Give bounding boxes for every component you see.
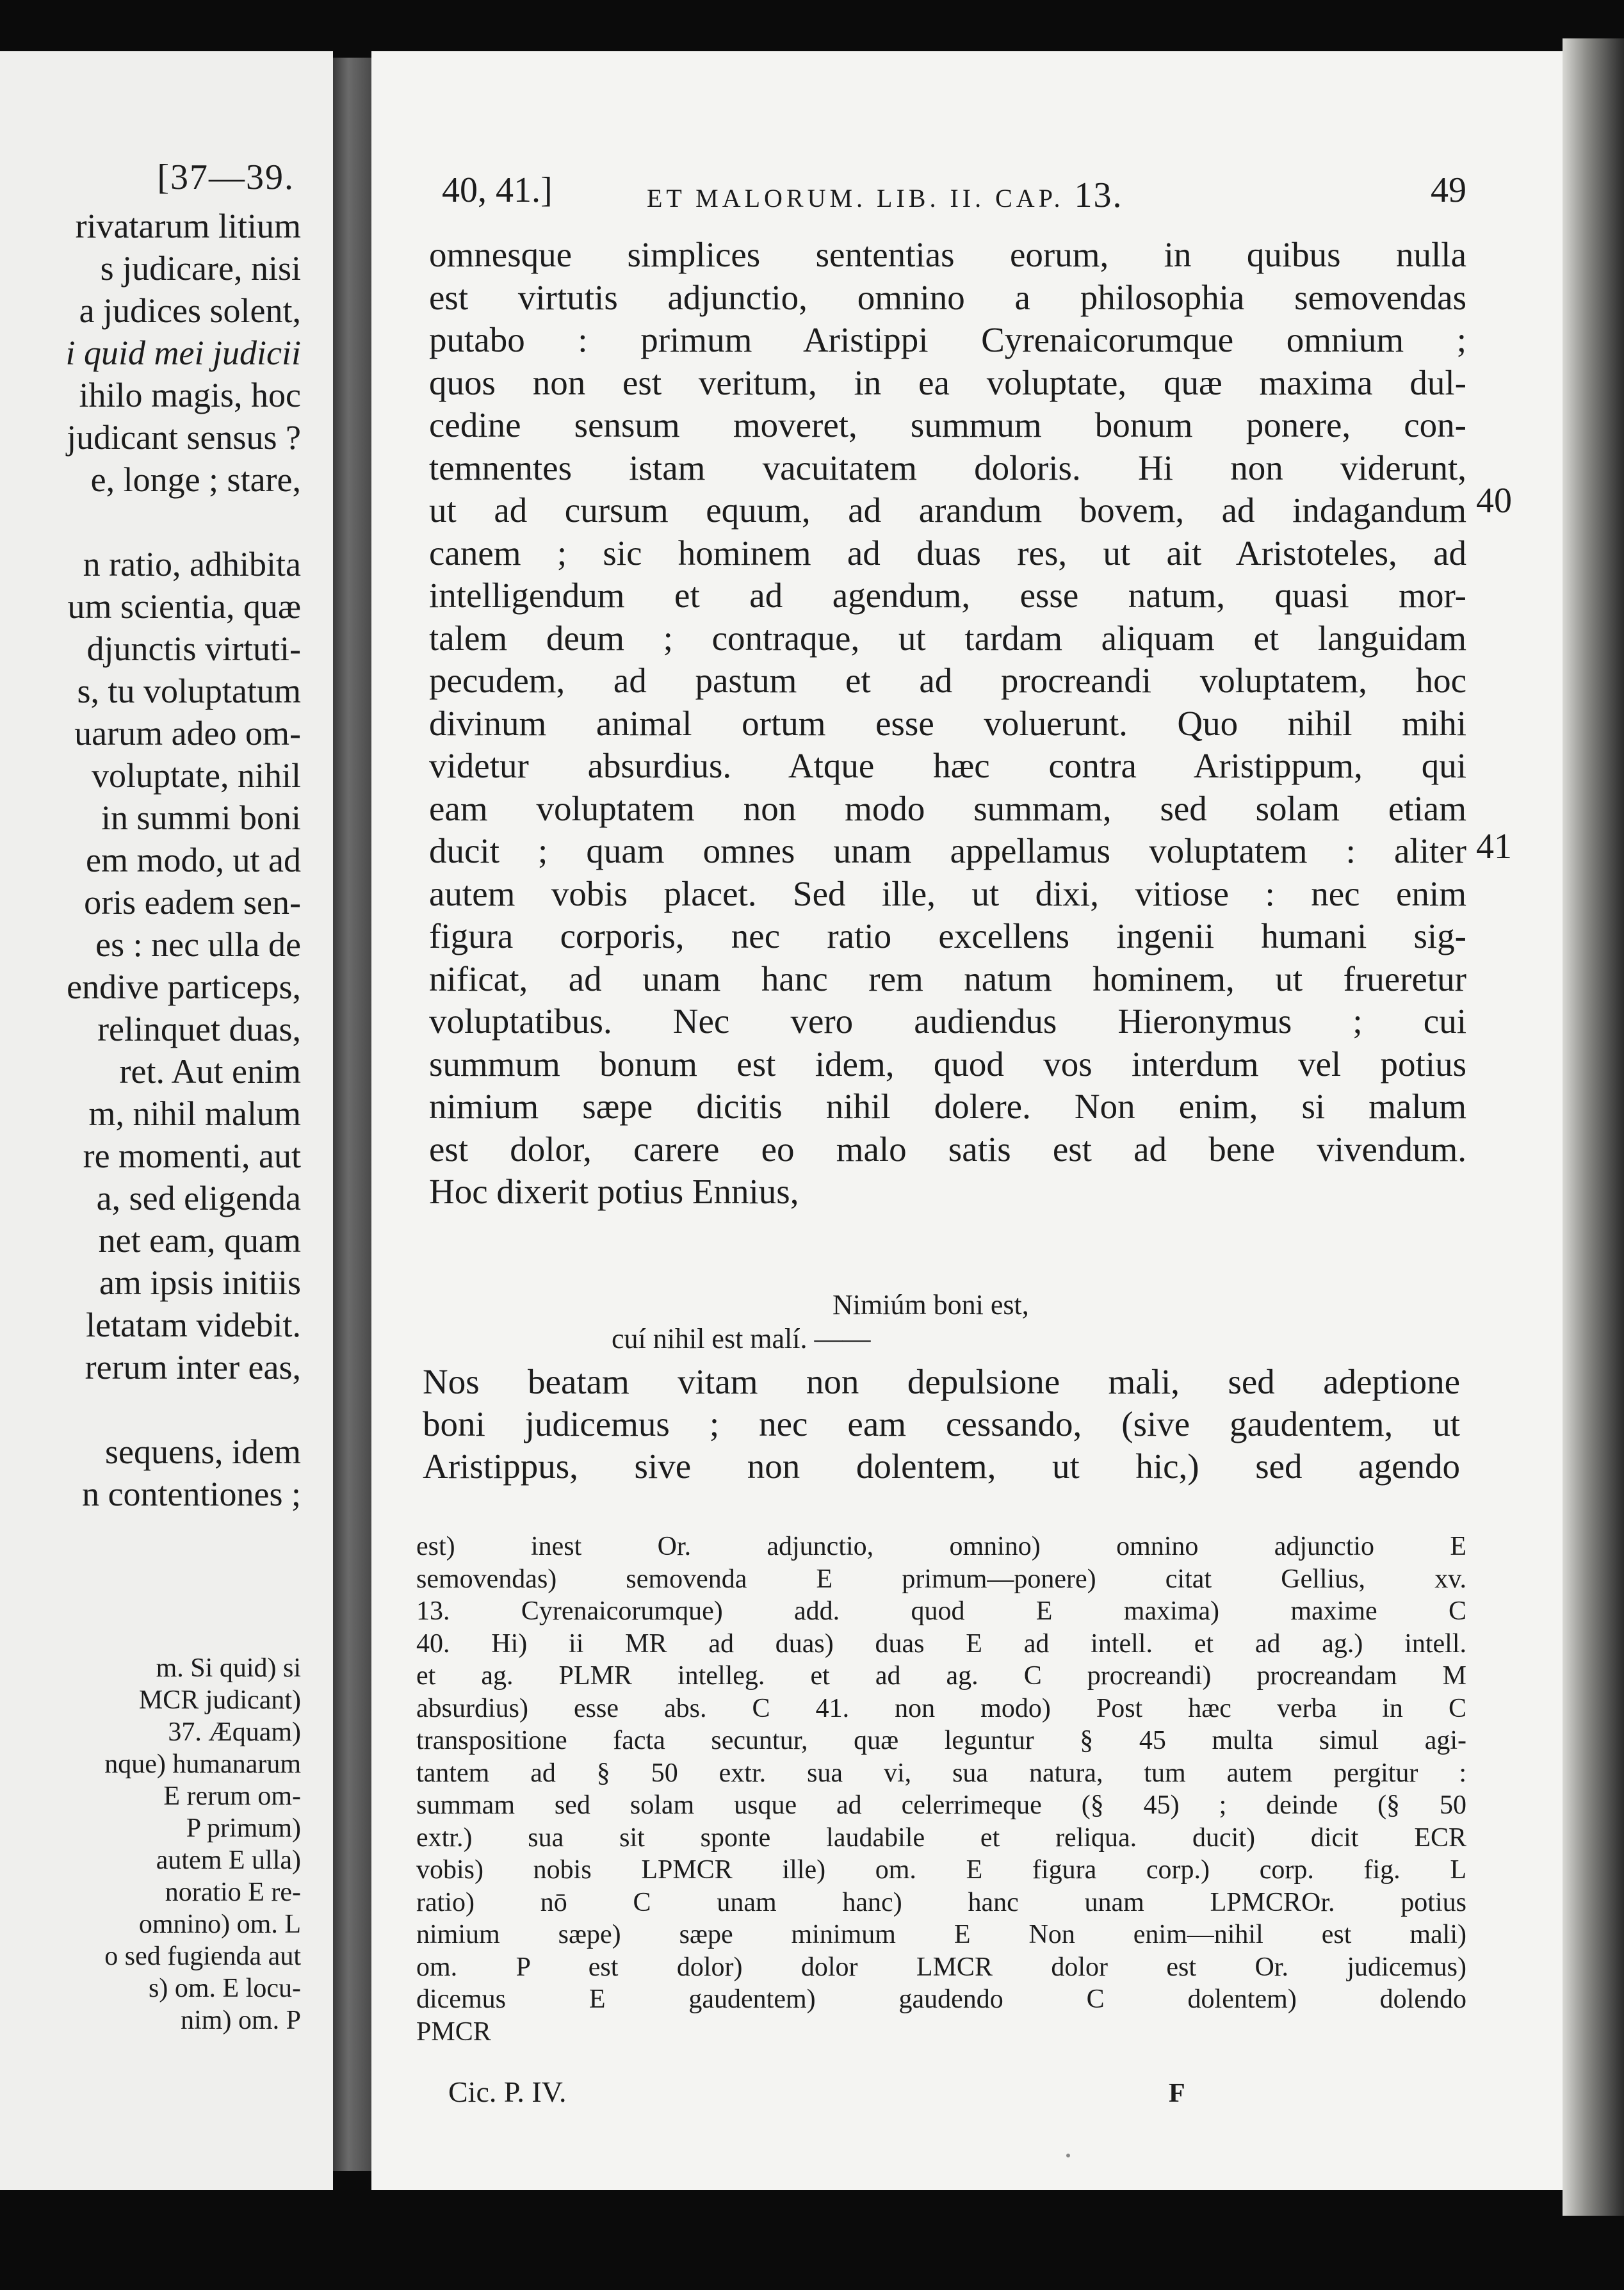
text-line: temnentes istam vacuitatem doloris. Hi non viderunt, — [429, 448, 1466, 487]
left-note-line: autem E ulla) — [156, 1846, 301, 1875]
text-line: est virtutis adjunctio, omnino a philosophia semovendas — [429, 277, 1466, 317]
left-body-line: s judicare, nisi — [100, 249, 301, 288]
book-gutter — [333, 58, 371, 2171]
text-line: figura corporis, nec ratio excellens ingenii humani sig- — [429, 916, 1466, 955]
note-line: PMCR — [416, 2017, 491, 2047]
left-body-line: m, nihil malum — [88, 1094, 301, 1133]
text-line: putabo : primum Aristippi Cyrenaicorumque omnium ; — [429, 320, 1466, 359]
quote-line: Nimiúm boni est, — [832, 1289, 1029, 1320]
header-title-text: ET MALORUM. LIB. II. CAP. — [647, 184, 1064, 213]
left-body-line: voluptate, nihil — [92, 756, 301, 795]
left-note-line: E rerum om- — [163, 1782, 301, 1811]
left-body-line: ihilo magis, hoc — [79, 376, 301, 414]
left-body-line: em modo, ut ad — [86, 841, 301, 879]
left-body-line: relinquet duas, — [97, 1010, 301, 1048]
text-line: quos non est veritum, in ea voluptate, quæ maxima dul- — [429, 362, 1466, 402]
main-text — [429, 234, 1466, 1214]
note-line: tantem ad § 50 extr. sua vi, sua natura, tum autem pergitur : — [416, 1758, 1466, 1788]
left-body-line: i quid mei judicii — [65, 334, 301, 372]
left-note-line: omnino) om. L — [138, 1910, 301, 1939]
left-body-line: es : nec ulla de — [95, 925, 301, 964]
text-line: omnesque simplices sententias eorum, in quibus nulla — [429, 235, 1466, 274]
left-body-line: am ipsis initiis — [99, 1263, 301, 1302]
left-body-line: a judices solent, — [79, 291, 301, 330]
note-line: transpositione facta secuntur, quæ leguntur § 45 multa simul agi- — [416, 1726, 1466, 1755]
page-number: 49 — [1431, 170, 1466, 210]
text-line: nimium sæpe dicitis nihil dolere. Non enim, si malum — [429, 1087, 1466, 1126]
left-body-line: rivatarum litium — [75, 207, 301, 245]
text-line: Aristippus, sive non dolentem, ut hic,) sed agendo — [423, 1447, 1460, 1486]
left-note-line: s) om. E locu- — [149, 1974, 301, 2003]
header-chapter-number: 13. — [1074, 175, 1123, 215]
text-line: Nos beatam vitam non depulsione mali, sed adeptione — [423, 1362, 1460, 1401]
left-note-line: nim) om. P — [181, 2006, 301, 2035]
left-body-line: a, sed eligenda — [96, 1179, 301, 1217]
note-line: et ag. PLMR intelleg. et ad ag. C procreandi) procreandam M — [416, 1661, 1466, 1691]
left-body-line: rerum inter eas, — [85, 1348, 301, 1386]
note-line: semovendas) semovenda E primum—ponere) citat Gellius, xv. — [416, 1564, 1466, 1594]
text-line: ut ad cursum equum, ad arandum bovem, ad indagandum — [429, 491, 1466, 530]
left-note-line: 37. Æquam) — [168, 1718, 301, 1747]
left-body-line: re momenti, aut — [83, 1137, 301, 1175]
note-line: 40. Hi) ii MR ad duas) duas E ad intell. et ad ag.) intell. — [416, 1628, 1466, 1659]
note-line: om. P est dolor) dolor LMCR dolor est Or. judicemus) — [416, 1952, 1466, 1982]
left-body-line: ret. Aut enim — [119, 1052, 301, 1091]
text-line: talem deum ; contraque, ut tardam aliquam et languidam — [429, 618, 1466, 658]
left-note-line: m. Si quid) si — [156, 1653, 301, 1683]
right-page — [371, 51, 1607, 2190]
left-note-line: noratio E re- — [165, 1878, 301, 1907]
note-line: extr.) sua sit sponte laudabile et reliqua. ducit) dicit ECR — [416, 1823, 1466, 1853]
second-paragraph — [423, 1361, 1460, 1488]
left-body-line: oris eadem sen- — [84, 883, 301, 922]
left-body-line: uarum adeo om- — [74, 714, 301, 752]
left-body-line: judicant sensus ? — [67, 418, 301, 457]
running-header — [442, 170, 1466, 221]
left-body-line: e, longe ; stare, — [90, 460, 301, 499]
left-body-line: n ratio, adhibita — [83, 545, 301, 583]
note-line: 13. Cyrenaicorumque) add. quod E maxima) maxime C — [416, 1596, 1466, 1626]
text-line: boni judicemus ; nec eam cessando, (sive gaudentem, ut — [423, 1404, 1460, 1443]
left-note-line: MCR judicant) — [138, 1685, 301, 1715]
note-line: est) inest Or. adjunctio, omnino) omnino adjunctio E — [416, 1532, 1466, 1561]
text-line: nificat, ad unam hanc rem natum hominem, ut frueretur — [429, 959, 1466, 998]
note-line: ratio) nō C unam hanc) hanc unam LPMCROr. potius — [416, 1887, 1466, 1917]
left-note-line: o sed fugienda aut — [104, 1942, 301, 1971]
text-line: pecudem, ad pastum et ad procreandi voluptatem, hoc — [429, 661, 1466, 700]
left-body-line: s, tu voluptatum — [77, 672, 301, 710]
text-line: Hoc dixerit potius Ennius, — [429, 1172, 799, 1211]
page-speck — [1066, 2154, 1070, 2157]
quote-line: cuí nihil est malí. —— — [612, 1323, 871, 1354]
left-body-line: net eam, quam — [98, 1221, 301, 1260]
text-line: canem ; sic hominem ad duas res, ut ait Aristoteles, ad — [429, 533, 1466, 572]
margin-section-number: 40 — [1476, 481, 1512, 521]
text-line: autem vobis placet. Sed ille, ut dixi, vitiose : nec enim — [429, 873, 1466, 913]
signature-letter: F — [1169, 2079, 1185, 2108]
page-edge — [1563, 38, 1624, 2216]
note-line: nimium sæpe) sæpe minimum E Non enim—nihil est mali) — [416, 1920, 1466, 1949]
left-body-line: um scientia, quæ — [67, 587, 301, 626]
text-line: divinum animal ortum esse voluerunt. Quo nihil mihi — [429, 703, 1466, 743]
left-body-gap — [0, 1388, 301, 1431]
left-page-header: [37—39. — [157, 158, 295, 197]
signature-mark: Cic. P. IV. — [448, 2075, 567, 2108]
header-section-ref: 40, 41.] — [442, 170, 553, 210]
note-line: dicemus E gaudentem) gaudendo C dolentem) dolendo — [416, 1985, 1466, 2014]
left-body-line: endive particeps, — [67, 968, 301, 1006]
text-line: summum bonum est idem, quod vos interdum vel potius — [429, 1044, 1466, 1084]
left-body-line: letatam videbit. — [86, 1306, 301, 1344]
text-line: videtur absurdius. Atque hæc contra Aristippum, qui — [429, 746, 1466, 785]
text-line: voluptatibus. Nec vero audiendus Hieronymus ; cui — [429, 1002, 1466, 1041]
left-body-line: n contentiones ; — [82, 1475, 301, 1513]
left-note-line: P primum) — [186, 1814, 301, 1843]
critical-apparatus — [416, 1531, 1466, 2048]
left-body-line: djunctis virtuti- — [86, 629, 301, 668]
margin-section-number: 41 — [1476, 827, 1512, 866]
left-body-line: in summi boni — [101, 799, 301, 837]
left-page-body — [0, 205, 301, 1515]
text-line: eam voluptatem non modo summam, sed solam etiam — [429, 788, 1466, 828]
left-body-line: sequens, idem — [105, 1433, 301, 1471]
text-line: ducit ; quam omnes unam appellamus voluptatem : aliter — [429, 831, 1466, 870]
note-line: absurdius) esse abs. C 41. non modo) Post hæc verba in C — [416, 1693, 1466, 1723]
left-page — [0, 51, 333, 2190]
note-line: summam sed solam usque ad celerrimeque (§ 45) ; deinde (§ 50 — [416, 1791, 1466, 1820]
text-line: est dolor, carere eo malo satis est ad bene vivendum. — [429, 1129, 1466, 1169]
header-title — [647, 175, 1123, 216]
text-line: cedine sensum moveret, summum bonum ponere, con- — [429, 405, 1466, 444]
left-page-notes — [0, 1652, 301, 2036]
left-note-line: nque) humanarum — [104, 1750, 301, 1779]
left-body-gap — [0, 501, 301, 543]
note-line: vobis) nobis LPMCR ille) om. E figura corp.) corp. fig. L — [416, 1855, 1466, 1885]
text-line: intelligendum et ad agendum, esse natum, quasi mor- — [429, 576, 1466, 615]
